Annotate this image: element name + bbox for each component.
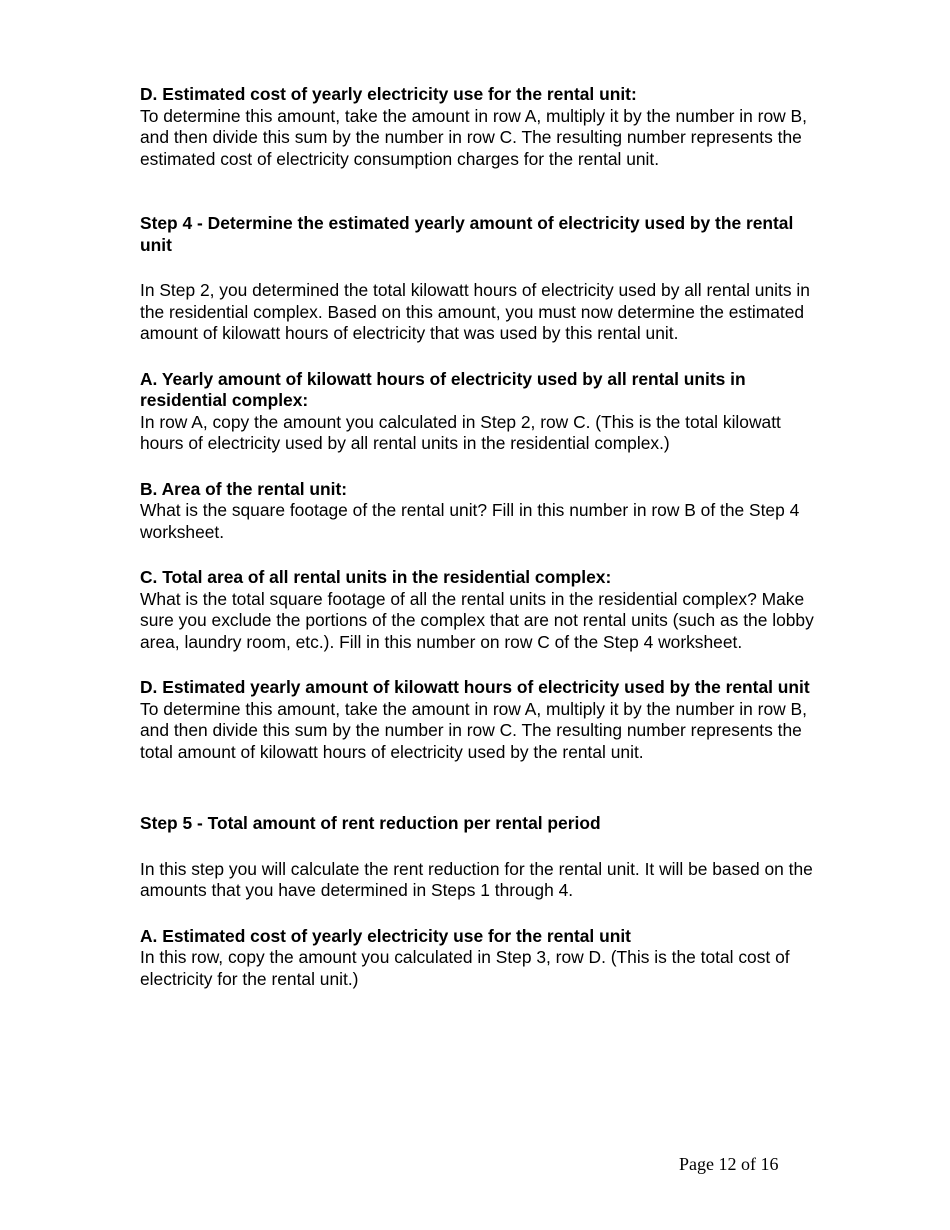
step4-d-body: To determine this amount, take the amount in row A, multiply it by the number in row B, and then divide this sum by the number in row C. The resulting number represents the total amount of kilowatt hours of electricity used by the rental unit. xyxy=(140,698,807,762)
step3-d-body: To determine this amount, take the amount in row A, multiply it by the number in row B, and then divide this sum by the number in row C. The resulting number represents the estimated cost of electricity consumption charges for the rental unit. xyxy=(140,105,807,169)
step4-c-heading: C. Total area of all rental units in the residential complex: xyxy=(140,567,612,587)
step5-section xyxy=(140,813,820,990)
step4-d-heading: D. Estimated yearly amount of kilowatt hours of electricity used by the rental unit xyxy=(140,677,810,697)
step4-b-heading: B. Area of the rental unit: xyxy=(140,478,348,499)
step5-a-heading: A. Estimated cost of yearly electricity use for the rental unit xyxy=(140,925,631,946)
step4-c-body: What is the total square footage of all the rental units in the residential complex? Make sure you exclude the portions of the complex that are not rental units (such as the lobby area, laundry room, etc.). Fill in this number on row C of the Step 4 worksheet. xyxy=(140,588,814,652)
step4-heading: Step 4 - Determine the estimated yearly amount of electricity used by the rental unit xyxy=(140,213,794,255)
step4-section xyxy=(140,213,820,763)
step5-a-body: In this row, copy the amount you calculated in Step 3, row D. (This is the total cost of electricity for the rental unit.) xyxy=(140,947,790,989)
step3-section-d xyxy=(140,84,820,170)
step5-intro: In this step you will calculate the rent reduction for the rental unit. It will be based on the amounts that you have determined in Steps 1 through 4. xyxy=(140,858,813,900)
page-number: Page 12 of 16 xyxy=(679,1154,779,1174)
step4-intro: In Step 2, you determined the total kilowatt hours of electricity used by all rental units in the residential complex. Based on this amount, you must now determine the estimated amount of kilowatt hours of electricity that was used by this rental unit. xyxy=(140,280,810,343)
step4-b-body: What is the square footage of the rental unit? Fill in this number in row B of the Step 4 worksheet. xyxy=(140,500,800,542)
step3-d-heading: D. Estimated cost of yearly electricity use for the rental unit: xyxy=(140,84,637,104)
step5-heading: Step 5 - Total amount of rent reduction per rental period xyxy=(140,813,601,833)
document-page xyxy=(140,84,820,990)
step4-a-heading: A. Yearly amount of kilowatt hours of electricity used by all rental units in residential complex: xyxy=(140,368,746,410)
step4-a-body: In row A, copy the amount you calculated in Step 2, row C. (This is the total kilowatt hours of electricity used by all rental units in the residential complex.) xyxy=(140,411,781,453)
